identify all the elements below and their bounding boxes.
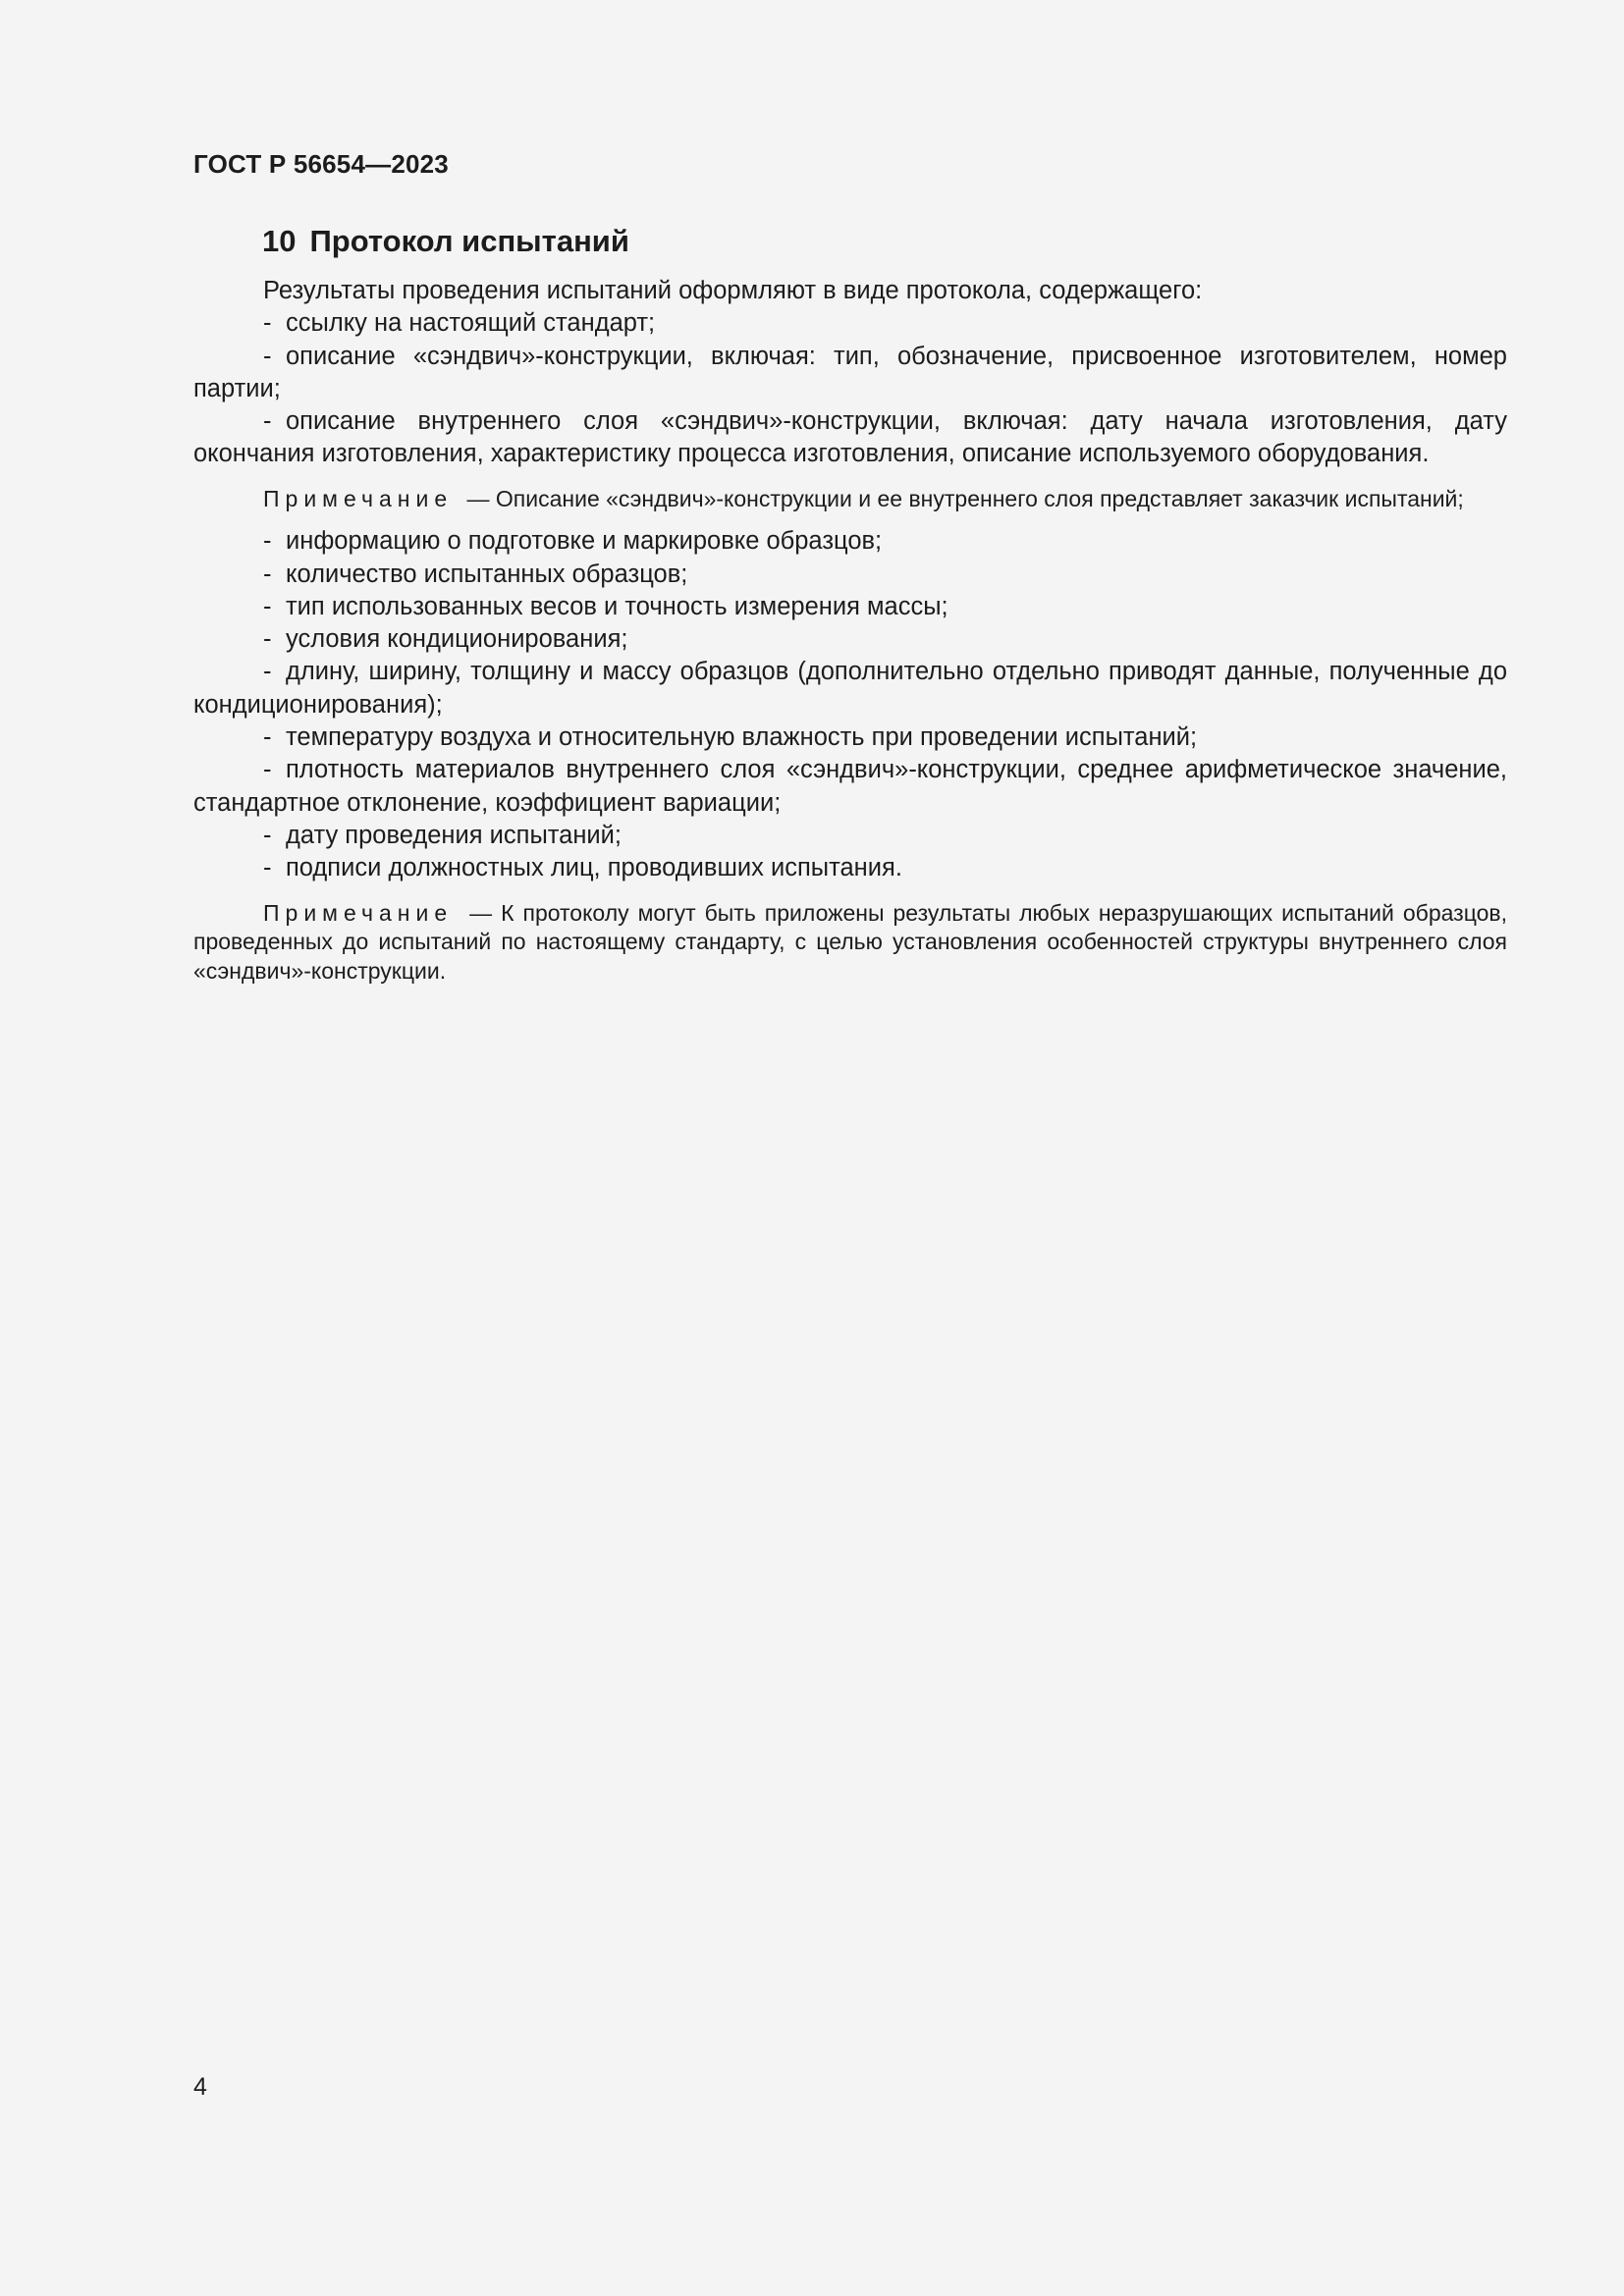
list-item: - ссылку на настоящий стандарт; [193,307,1507,340]
list-item: - количество испытанных образцов; [193,559,1507,591]
list-item: - условия кондиционирования; [193,623,1507,656]
document-header: ГОСТ Р 56654—2023 [193,149,449,179]
section-title-text: Протокол испытаний [309,224,629,258]
list-item: - плотность материалов внутреннего слоя «сэндвич»-конструкции, среднее арифметическое значение, стандартное отклонение, коэффициент вариации; [193,756,1507,817]
dash-marker: - [263,309,272,338]
dash-marker: - [263,407,272,436]
section-number: 10 [262,224,297,258]
dash-marker: - [263,854,272,882]
list-item: - подписи должностных лиц, проводивших испытания. [193,852,1507,884]
note-text: Описание «сэндвич»-конструкции и ее внутреннего слоя представляет заказчик испытаний; [495,485,1464,511]
dash-marker: - [263,342,272,370]
dash-marker: - [263,592,272,620]
protocol-contents-list-b [193,525,1507,884]
list-item: - описание внутреннего слоя «сэндвич»-конструкции, включая: дату начала изготовления, дату окончания изготовления, характеристику процесса изготовления, описание используемого оборудования. [193,407,1507,468]
note-text: К протоколу могут быть приложены результаты любых неразрушающих испытаний образцов, проведенных до испытаний по настоящему стандарту, с целью установления особенностей структуры внутреннего слоя «сэндвич»-конструкции. [193,899,1508,984]
dash-marker: - [263,821,272,849]
note-label: Примечание [263,899,454,926]
list-item: - информацию о подготовке и маркировке образцов; [193,525,1507,558]
note-2 [193,899,1507,987]
page-number: 4 [193,2073,207,2101]
dash-marker: - [263,723,272,752]
section-10 [193,222,1507,997]
intro-paragraph: Результаты проведения испытаний оформляют в виде протокола, содержащего: [263,277,1203,304]
section-title [262,222,1507,261]
dash-marker: - [263,756,272,784]
list-item: - температуру воздуха и относительную влажность при проведении испытаний; [193,721,1507,754]
note-dash: — [466,485,490,511]
protocol-contents-list-a [193,307,1507,470]
list-item: - длину, ширину, толщину и массу образцов (дополнительно отдельно приводят данные, полученные до кондиционирования); [193,658,1507,719]
dash-marker: - [263,560,272,588]
list-item: - описание «сэндвич»-конструкции, включая: тип, обозначение, присвоенное изготовителем, номер партии; [193,342,1507,402]
dash-marker: - [263,625,272,654]
dash-marker: - [263,527,272,556]
list-item: - дату проведения испытаний; [193,820,1507,852]
note-dash: — [469,899,493,926]
note-label: Примечание [263,485,454,511]
list-item: - тип использованных весов и точность измерения массы; [193,591,1507,623]
dash-marker: - [263,658,272,686]
note-1 [193,485,1507,514]
